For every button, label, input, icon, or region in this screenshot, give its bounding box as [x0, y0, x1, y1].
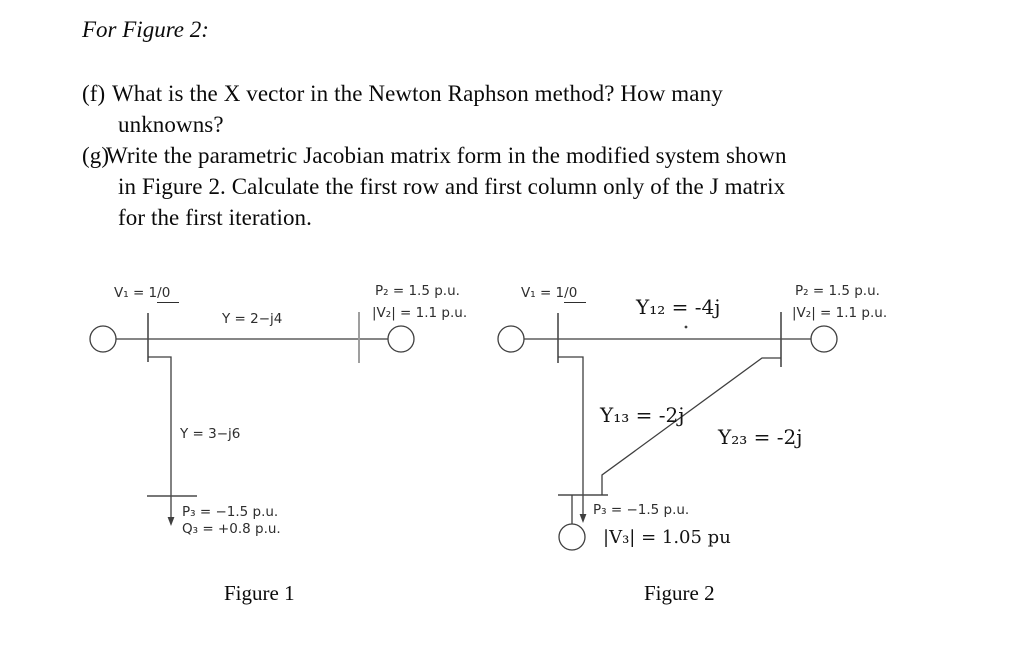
fig1-bus3-p-label: P₃ = −1.5 p.u. — [182, 504, 279, 520]
fig2-generator1-circle — [498, 326, 524, 352]
fig2-bus1-angle-text: /0 — [564, 285, 586, 303]
fig1-bus2-p-label: P₂ = 1.5 p.u. — [375, 283, 460, 299]
fig2-line13-admittance-label: Y₁₃ = -2j — [600, 403, 685, 427]
fig2-bus1-voltage-label — [521, 285, 586, 301]
fig2-bus3-v-label: |V₃| = 1.05 pu — [603, 527, 731, 548]
fig1-generator2-circle — [388, 326, 414, 352]
question-g-text2: in Figure 2. Calculate the first row and first column only of the J matrix — [118, 174, 786, 199]
fig2-stray-dot — [685, 326, 688, 329]
fig1-bus1-voltage-text: V₁ = 1 — [114, 285, 158, 301]
question-f-text2: unknowns? — [118, 112, 224, 137]
fig2-bus2-p-label: P₂ = 1.5 p.u. — [795, 283, 880, 299]
fig1-line12-admittance-label: Y = 2−j4 — [222, 311, 283, 327]
question-g-text3: for the first iteration. — [118, 205, 313, 230]
page-title: For Figure 2: — [82, 17, 209, 42]
question-g-text1: Write the parametric Jacobian matrix form in the modified system shown — [106, 143, 787, 168]
fig2-bus3-p-label: P₃ = −1.5 p.u. — [593, 502, 690, 518]
fig2-generator3-circle — [559, 524, 585, 550]
fig1-generator1-circle — [90, 326, 116, 352]
fig1-line13-admittance-label: Y = 3−j6 — [180, 426, 241, 442]
fig2-bus2-v-label: |V₂| = 1.1 p.u. — [792, 305, 888, 321]
fig1-bus1-angle-text: /0 — [157, 285, 179, 303]
fig2-bus1-voltage-text: V₁ = 1 — [521, 285, 565, 301]
question-g-marker: (g) — [82, 143, 110, 168]
fig1-load-arrowhead — [168, 517, 175, 526]
fig2-line23-admittance-label: Y₂₃ = -2j — [718, 425, 803, 449]
fig2-load-feeder-line — [558, 357, 583, 515]
fig2-line12-admittance-label: Y₁₂ = -4j — [636, 295, 721, 319]
fig1-bus2-v-label: |V₂| = 1.1 p.u. — [372, 305, 468, 321]
fig2-caption: Figure 2 — [644, 581, 715, 605]
fig1-caption: Figure 1 — [224, 581, 295, 605]
fig2-generator2-circle — [811, 326, 837, 352]
question-f-text1: What is the X vector in the Newton Raphson method? How many — [112, 81, 723, 106]
question-f-marker: (f) — [82, 81, 106, 106]
fig1-bus1-voltage-label — [114, 285, 179, 301]
fig2-load-arrowhead — [580, 514, 587, 523]
fig1-load-feeder-line — [148, 357, 171, 518]
fig1-bus3-q-label: Q₃ = +0.8 p.u. — [182, 521, 281, 537]
